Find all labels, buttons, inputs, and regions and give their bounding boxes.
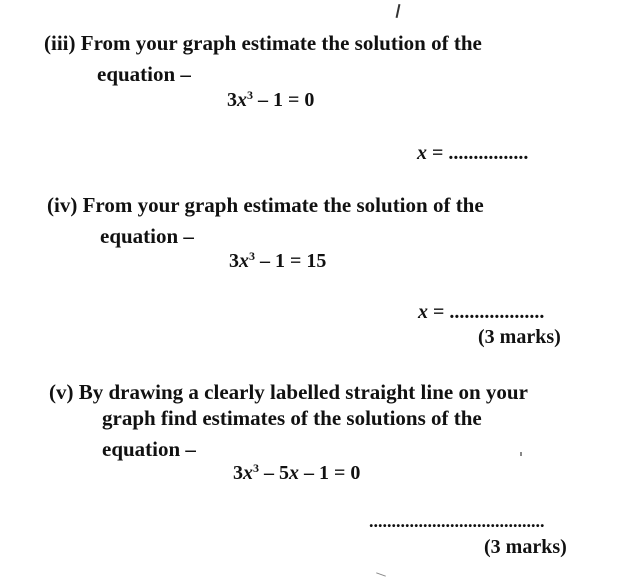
part-iii-answer-line[interactable] — [417, 143, 528, 163]
part-v-prompt-line3: equation – — [102, 437, 196, 461]
part-iv-equation — [229, 251, 326, 271]
eq-exponent: 3 — [249, 249, 255, 263]
answer-blank[interactable]: ................... — [449, 301, 545, 323]
part-v-answer-blank[interactable]: ....................................... — [369, 511, 545, 531]
part-v-marks: (3 marks) — [484, 536, 567, 558]
part-iii-prompt-line1: (iii) From your graph estimate the solution of the — [44, 31, 482, 55]
eq-exponent: 3 — [253, 461, 259, 475]
scan-mark-right — [520, 452, 522, 456]
answer-blank[interactable]: ................ — [448, 142, 529, 164]
eq-variable: x — [239, 250, 249, 272]
scan-mark-top — [396, 4, 401, 18]
answer-equals: = — [428, 301, 450, 323]
eq-variable: x — [243, 462, 253, 484]
eq-variable: x — [237, 89, 247, 111]
part-iii-equation — [227, 90, 314, 110]
part-iv-prompt-line2: equation – — [100, 224, 194, 248]
eq-coefficient: 3 — [229, 250, 239, 272]
part-v-equation — [233, 463, 360, 483]
eq-remainder: – 1 = 0 — [253, 89, 315, 111]
part-v-prompt-line1: (v) By drawing a clearly labelled straight line on your — [49, 380, 528, 404]
part-iii-prompt-line2: equation – — [97, 62, 191, 86]
answer-equals: = — [427, 142, 449, 164]
part-v-prompt-line2: graph find estimates of the solutions of the — [102, 406, 482, 430]
eq-middle-term: – 5 — [259, 462, 289, 484]
eq-remainder: – 1 = 15 — [255, 250, 327, 272]
part-iv-answer-line[interactable] — [418, 302, 544, 322]
eq-variable-2: x — [289, 462, 299, 484]
eq-remainder: – 1 = 0 — [299, 462, 361, 484]
eq-exponent: 3 — [247, 88, 253, 102]
scan-mark-bottom — [376, 572, 386, 576]
eq-coefficient: 3 — [227, 89, 237, 111]
answer-variable: x — [417, 142, 427, 164]
answer-variable: x — [418, 301, 428, 323]
eq-coefficient: 3 — [233, 462, 243, 484]
part-iv-prompt-line1: (iv) From your graph estimate the solution of the — [47, 193, 484, 217]
part-iv-marks: (3 marks) — [478, 326, 561, 348]
